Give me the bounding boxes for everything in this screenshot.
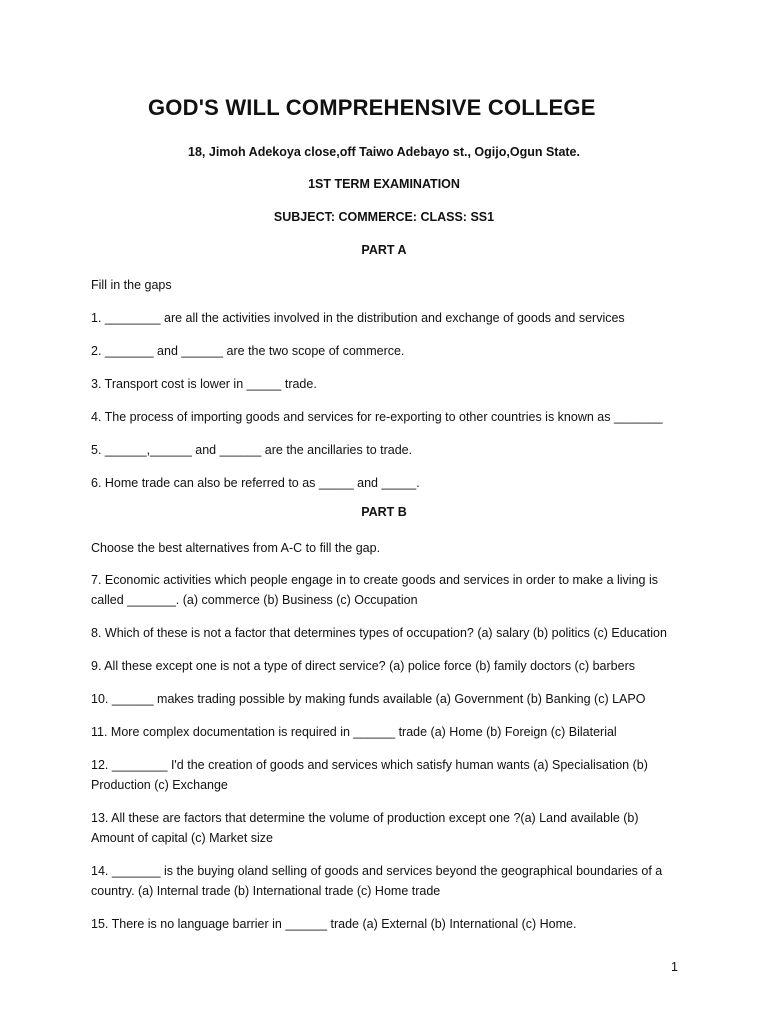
question-13: 13. All these are factors that determine the volume of production except one ?(a) Land available (b) Amount of capital (c) Market size	[91, 811, 639, 845]
question-2: 2. _______ and ______ are the two scope of commerce.	[91, 344, 405, 358]
question-1: 1. ________ are all the activities involved in the distribution and exchange of goods and services	[91, 311, 625, 325]
school-title: GOD'S WILL COMPREHENSIVE COLLEGE	[148, 95, 596, 120]
question-6: 6. Home trade can also be referred to as _____ and _____.	[91, 476, 420, 490]
question-10: 10. ______ makes trading possible by making funds available (a) Government (b) Banking (c) LAPO	[91, 692, 646, 706]
question-8: 8. Which of these is not a factor that determines types of occupation? (a) salary (b) politics (c) Education	[91, 626, 667, 640]
part-b-instruction: Choose the best alternatives from A-C to fill the gap.	[91, 541, 381, 555]
page-number: 1	[671, 960, 678, 974]
question-11: 11. More complex documentation is required in ______ trade (a) Home (b) Foreign (c) Bilaterial	[91, 725, 617, 739]
part-b-heading: PART B	[361, 505, 407, 519]
question-14: 14. _______ is the buying oland selling of goods and services beyond the geographical boundaries of a country. (a) Internal trade (b) International trade (c) Home trade	[91, 864, 663, 898]
question-7: 7. Economic activities which people engage in to create goods and services in order to make a living is called _______. (a) commerce (b) Business (c) Occupation	[91, 573, 658, 607]
subject-class-line: SUBJECT: COMMERCE: CLASS: SS1	[273, 210, 495, 224]
school-address: 18, Jimoh Adekoya close,off Taiwo Adebayo st., Ogijo,Ogun State.	[188, 145, 580, 159]
question-12: 12. ________ I'd the creation of goods and services which satisfy human wants (a) Specialisation (b) Production (c) Exchange	[91, 758, 648, 792]
part-a-heading: PART A	[361, 243, 407, 257]
question-3: 3. Transport cost is lower in _____ trade.	[91, 377, 317, 391]
part-a-instruction: Fill in the gaps	[91, 278, 172, 292]
question-15: 15. There is no language barrier in ______ trade (a) External (b) International (c) Home.	[91, 917, 577, 931]
question-5: 5. ______,______ and ______ are the ancillaries to trade.	[91, 443, 413, 457]
question-9: 9. All these except one is not a type of direct service? (a) police force (b) family doctors (c) barbers	[91, 659, 635, 673]
question-4: 4. The process of importing goods and services for re-exporting to other countries is known as _______	[91, 410, 663, 424]
exam-title: 1ST TERM EXAMINATION	[308, 177, 460, 191]
